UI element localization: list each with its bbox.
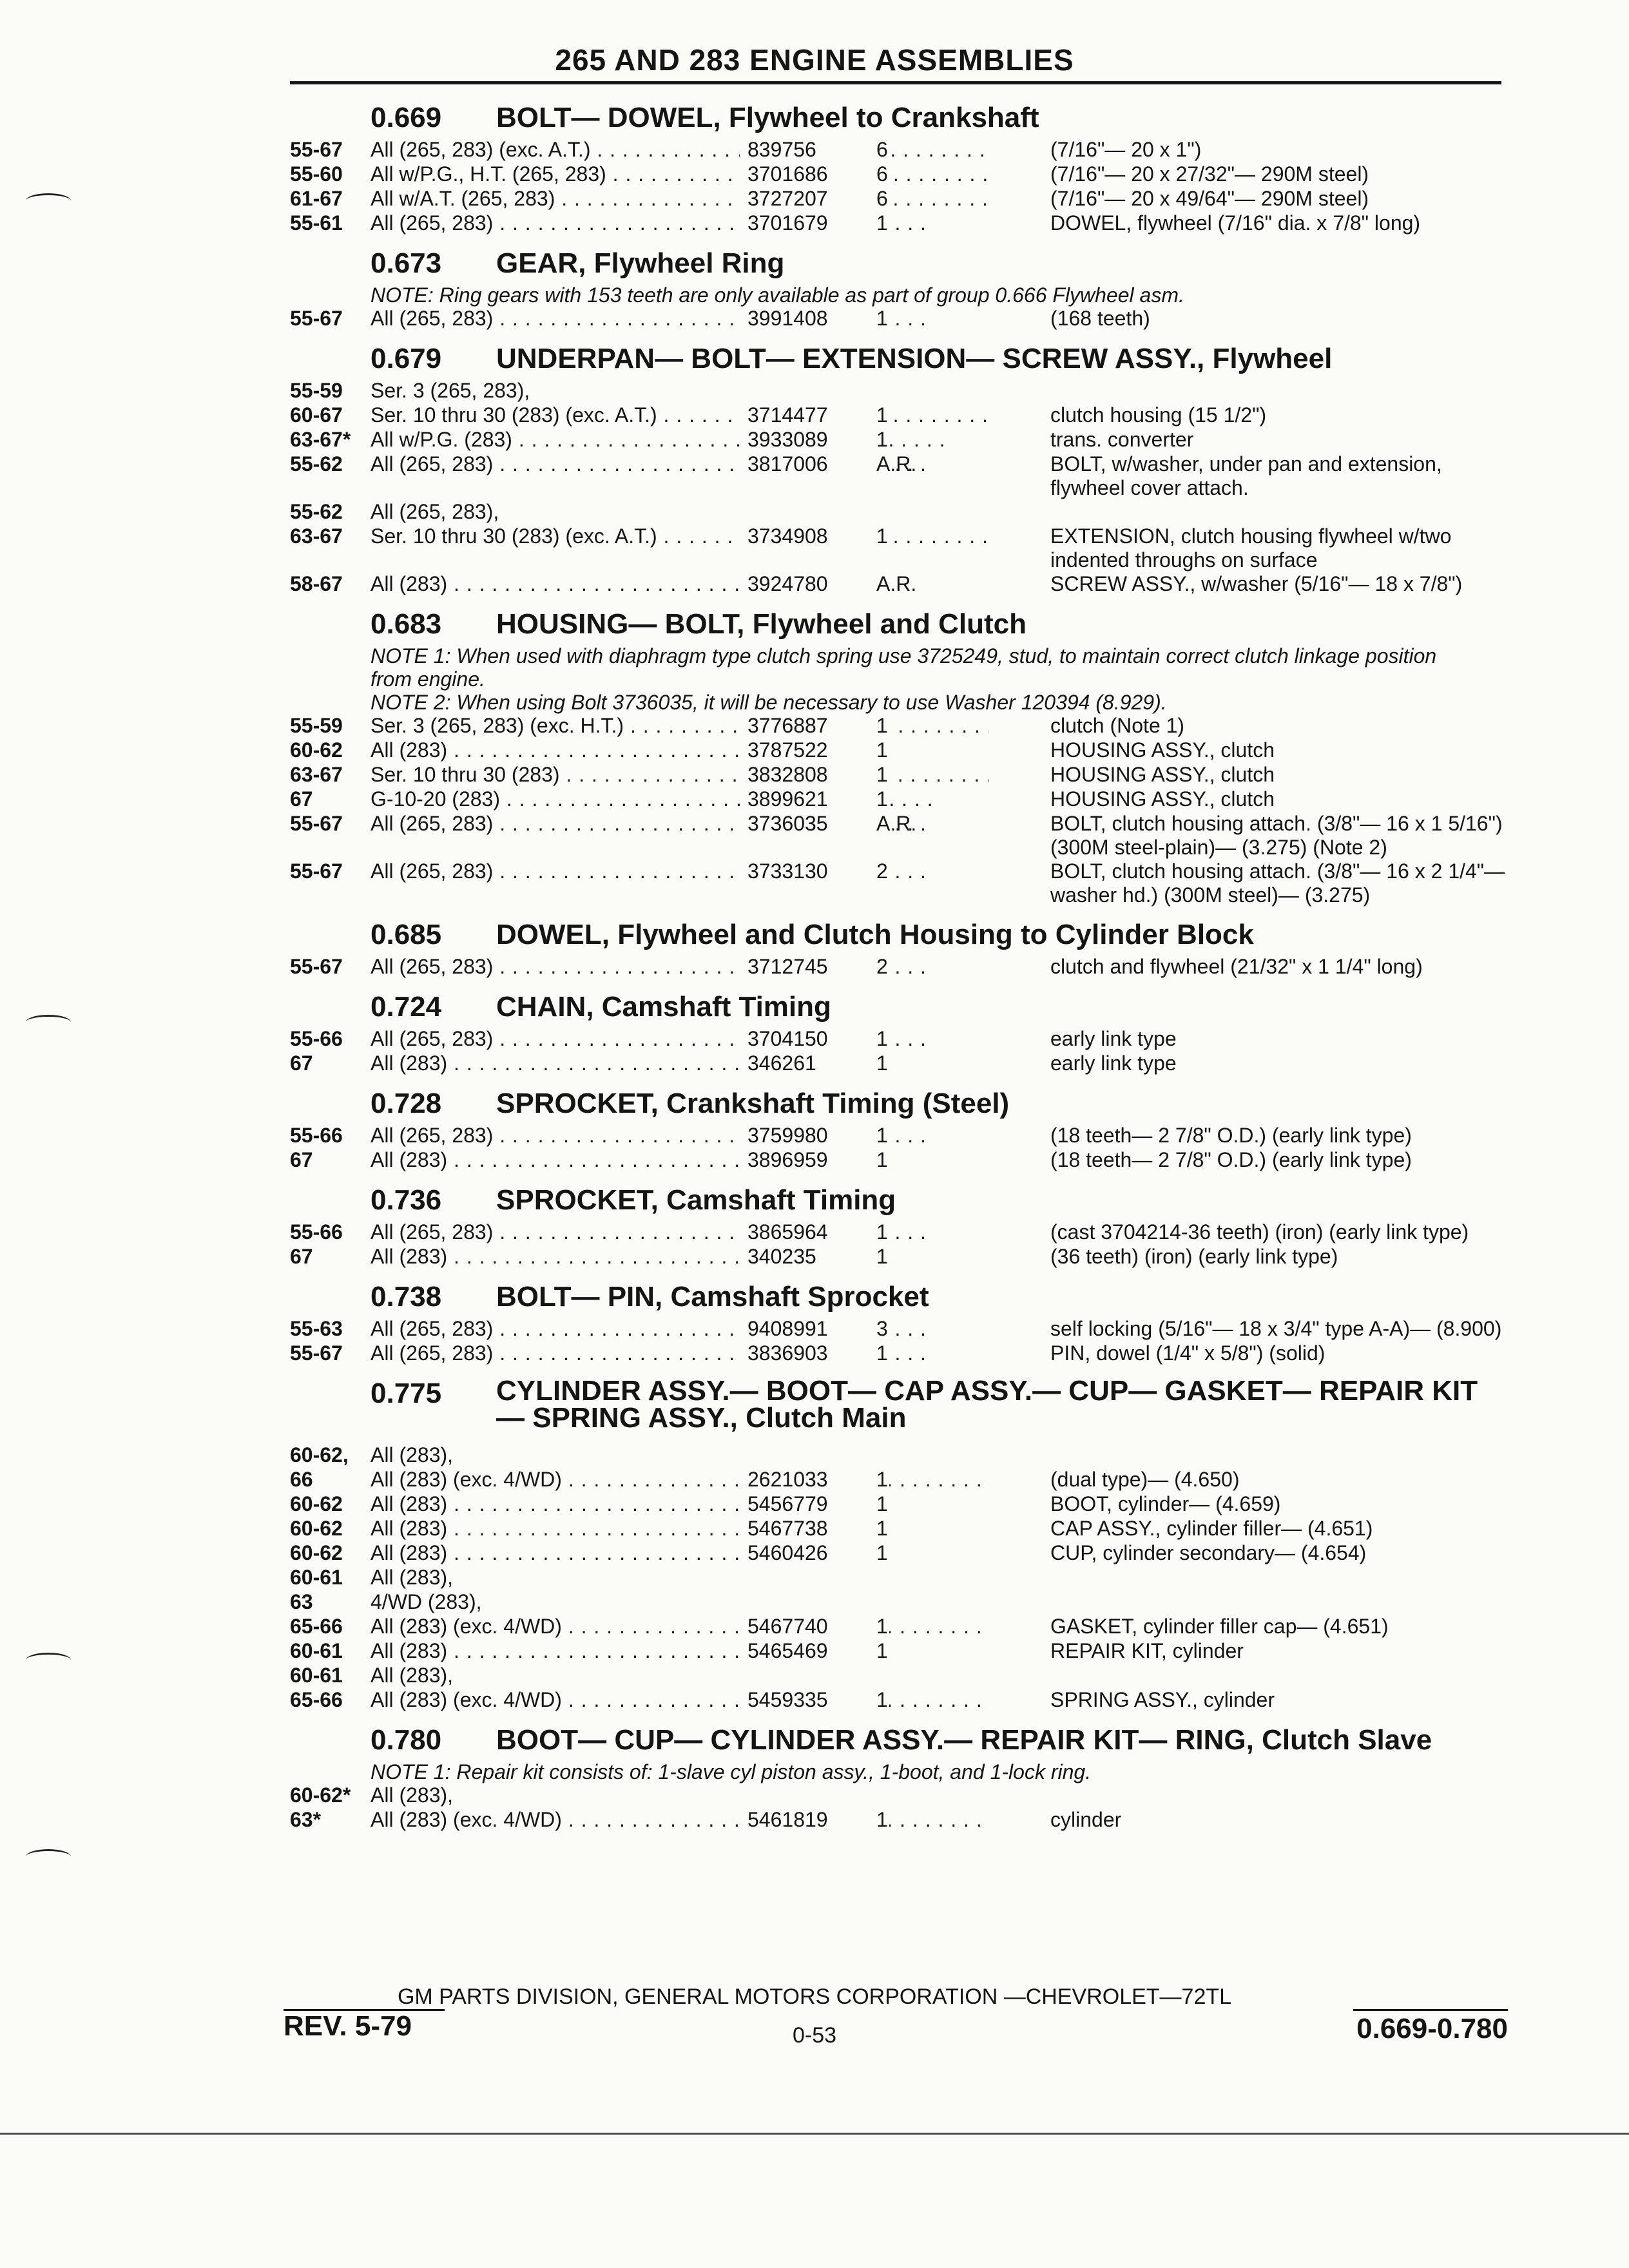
part-row — [271, 1148, 1508, 1173]
part-number: 3865964 — [740, 1220, 889, 1244]
part-row — [271, 1590, 1508, 1615]
group-name: BOOT— CUP— CYLINDER ASSY.— REPAIR KIT— RING, Clutch Slave — [496, 1724, 1432, 1756]
model-years: 67 — [290, 787, 313, 811]
part-number: 5456779 — [740, 1492, 889, 1516]
quantity: 1 — [876, 1027, 888, 1050]
model-years: 55-60 — [290, 162, 343, 186]
application: All (265, 283) . . . — [371, 1317, 989, 1341]
model-years: 60-67 — [290, 403, 343, 427]
application: Ser. 3 (265, 283) (exc. H.T.) . . . — [371, 714, 989, 738]
model-years: 55-67 — [290, 860, 343, 883]
application: All (265, 283) . . . — [371, 1124, 989, 1148]
group-name: SPROCKET, Camshaft Timing — [496, 1184, 896, 1216]
part-number: 3817006 — [740, 452, 889, 476]
application: All (265, 283) . . . — [371, 307, 989, 331]
part-number: 3899621 — [740, 787, 889, 811]
group-number: 0.673 — [371, 247, 442, 279]
part-description — [1050, 1566, 1508, 1590]
quantity: 3 — [876, 1317, 888, 1340]
quantity: 1 — [876, 1541, 888, 1564]
part-number: 3736035 — [740, 812, 889, 836]
model-years: 67 — [290, 1052, 313, 1075]
quantity: 1 — [876, 307, 888, 330]
model-years: 65-66 — [290, 1615, 343, 1638]
part-row — [271, 1124, 1508, 1148]
group-number: 0.738 — [371, 1281, 442, 1312]
part-number: 5465469 — [740, 1639, 889, 1663]
quantity: 2 — [876, 860, 888, 883]
parts-group — [271, 1081, 1508, 1173]
part-number: 5467738 — [740, 1517, 889, 1541]
part-description: BOLT, w/washer, under pan and extension, flywheel cover attach. — [1050, 452, 1442, 499]
part-description — [1050, 1783, 1508, 1807]
application: All (265, 283) . . . — [371, 1220, 989, 1244]
application: All (283) . . . — [371, 738, 989, 762]
part-row — [271, 955, 1508, 979]
part-description: (18 teeth— 2 7/8" O.D.) (early link type) — [1050, 1124, 1412, 1147]
application: Ser. 10 thru 30 (283) (exc. A.T.) . . . — [371, 403, 989, 427]
parts-group — [271, 1274, 1508, 1366]
part-number: 3714477 — [740, 403, 889, 427]
part-description: BOLT, clutch housing attach. (3/8"— 16 x 1 5/16") (300M steel-plain)— (3.275) (Note 2) — [1050, 812, 1503, 859]
quantity: 1 — [876, 738, 888, 762]
part-number: 3787522 — [740, 738, 889, 762]
parts-group — [271, 602, 1508, 907]
part-number: 5461819 — [740, 1808, 889, 1832]
part-row — [271, 1492, 1508, 1517]
part-description: SCREW ASSY., w/washer (5/16"— 18 x 7/8") — [1050, 572, 1463, 595]
part-row — [271, 572, 1508, 597]
part-row — [271, 162, 1508, 187]
application: All (283) (exc. 4/WD) . . . — [371, 1615, 989, 1639]
part-description: (7/16"— 20 x 27/32"— 290M steel) — [1050, 162, 1369, 186]
group-heading — [271, 1081, 1508, 1124]
part-row — [271, 1566, 1508, 1590]
part-row — [271, 1443, 1508, 1468]
quantity: 1 — [876, 1148, 888, 1171]
part-row — [271, 1341, 1508, 1366]
model-years: 55-62 — [290, 500, 343, 523]
part-description: (7/16"— 20 x 49/64"— 290M steel) — [1050, 187, 1369, 210]
part-description — [1050, 500, 1508, 524]
group-number: 0.683 — [371, 608, 442, 640]
group-heading — [271, 1274, 1508, 1317]
part-row — [271, 428, 1508, 452]
application: All (265, 283) (exc. A.T.) . . . — [371, 138, 989, 162]
group-name: GEAR, Flywheel Ring — [496, 247, 785, 279]
model-years: 61-67 — [290, 187, 343, 210]
part-number: 3836903 — [740, 1341, 889, 1365]
part-description: HOUSING ASSY., clutch — [1050, 787, 1275, 811]
scan-edge-line — [0, 2133, 1629, 2135]
part-description: (36 teeth) (iron) (early link type) — [1050, 1245, 1338, 1268]
application: All (265, 283) . . . — [371, 955, 989, 979]
quantity: 1 — [876, 1052, 888, 1075]
application: 4/WD (283), — [371, 1590, 482, 1613]
group-name: BOLT— DOWEL, Flywheel to Crankshaft — [496, 102, 1039, 133]
group-note: NOTE 2: When using Bolt 3736035, it will be necessary to use Washer 120394 (8.929). — [371, 691, 1167, 714]
part-row — [271, 1639, 1508, 1664]
model-years: 63-67* — [290, 428, 351, 451]
application: All (283) (exc. 4/WD) . . . — [371, 1468, 989, 1492]
model-years: 60-62 — [290, 1517, 343, 1540]
group-name: UNDERPAN— BOLT— EXTENSION— SCREW ASSY., Flywheel — [496, 343, 1333, 374]
group-heading — [271, 912, 1508, 955]
application: All (265, 283) . . . — [371, 860, 989, 883]
application: All (265, 283), — [371, 500, 499, 523]
part-description: HOUSING ASSY., clutch — [1050, 763, 1275, 786]
part-description: REPAIR KIT, cylinder — [1050, 1639, 1244, 1662]
part-row — [271, 1027, 1508, 1052]
part-description: BOOT, cylinder— (4.659) — [1050, 1492, 1281, 1515]
quantity: 1 — [876, 1517, 888, 1540]
group-heading — [271, 1178, 1508, 1220]
model-years: 55-67 — [290, 812, 343, 835]
quantity: 1 — [876, 1468, 888, 1491]
page-title: 265 AND 283 ENGINE ASSEMBLIES — [555, 43, 1074, 77]
parts-group — [271, 95, 1508, 236]
scan-margin-mark — [26, 1015, 71, 1030]
application: All (283) . . . — [371, 1492, 989, 1516]
quantity: 1 — [876, 1220, 888, 1244]
model-years: 55-66 — [290, 1027, 343, 1050]
part-description: early link type — [1050, 1027, 1177, 1050]
model-years: 55-67 — [290, 138, 343, 161]
part-description: HOUSING ASSY., clutch — [1050, 738, 1275, 762]
revision-date: REV. 5-79 — [284, 2010, 412, 2042]
model-years: 67 — [290, 1148, 313, 1171]
application: All w/A.T. (265, 283) . . . — [371, 187, 989, 211]
quantity: 1 — [876, 211, 888, 235]
model-years: 60-61 — [290, 1639, 343, 1662]
model-years: 60-62 — [290, 1492, 343, 1515]
part-number: 346261 — [740, 1052, 889, 1075]
part-description: DOWEL, flywheel (7/16" dia. x 7/8" long) — [1050, 211, 1421, 235]
application: All (283) (exc. 4/WD) . . . — [371, 1808, 989, 1832]
application: All (283) . . . — [371, 572, 989, 596]
part-number: 3832808 — [740, 763, 889, 787]
application: Ser. 10 thru 30 (283) (exc. A.T.) . . . — [371, 524, 989, 548]
group-heading — [271, 95, 1508, 138]
model-years: 55-59 — [290, 379, 343, 402]
part-description — [1050, 1590, 1508, 1614]
scan-margin-mark — [26, 1849, 71, 1864]
model-years: 67 — [290, 1245, 313, 1268]
group-number: 0.724 — [371, 991, 442, 1023]
part-row — [271, 1317, 1508, 1341]
model-years: 63 — [290, 1590, 313, 1613]
application: All (265, 283) . . . — [371, 812, 989, 836]
model-years: 58-67 — [290, 572, 343, 595]
model-years: 65-66 — [290, 1688, 343, 1711]
application: All (283) . . . — [371, 1517, 989, 1541]
group-heading — [271, 1371, 1508, 1443]
group-heading — [271, 241, 1508, 284]
part-row — [271, 1664, 1508, 1688]
model-years: 63-67 — [290, 524, 343, 548]
application: All (283), — [371, 1664, 454, 1687]
quantity: 1 — [876, 1615, 888, 1638]
quantity: 1 — [876, 1639, 888, 1662]
parts-group — [271, 336, 1508, 597]
part-number: 3701686 — [740, 162, 889, 186]
group-name: DOWEL, Flywheel and Clutch Housing to Cylinder Block — [496, 919, 1254, 950]
parts-group — [271, 241, 1508, 331]
parts-group — [271, 1178, 1508, 1269]
application: All (283) . . . — [371, 1052, 989, 1075]
part-row — [271, 138, 1508, 162]
part-number: 5459335 — [740, 1688, 889, 1712]
part-row — [271, 452, 1508, 500]
model-years: 55-63 — [290, 1317, 343, 1340]
quantity: 1 — [876, 1492, 888, 1515]
part-description: PIN, dowel (1/4" x 5/8") (solid) — [1050, 1341, 1325, 1365]
part-description: CAP ASSY., cylinder filler— (4.651) — [1050, 1517, 1373, 1540]
quantity: 1 — [876, 403, 888, 427]
part-description: cylinder — [1050, 1808, 1122, 1831]
application: All (283) . . . — [371, 1541, 989, 1565]
part-row — [271, 1220, 1508, 1245]
part-row — [271, 787, 1508, 812]
group-number: 0.728 — [371, 1088, 442, 1119]
model-years: 55-67 — [290, 955, 343, 978]
group-number: 0.669 — [371, 102, 442, 133]
part-number: 2621033 — [740, 1468, 889, 1492]
model-years: 55-61 — [290, 211, 343, 235]
part-number: 3727207 — [740, 187, 889, 211]
part-row — [271, 403, 1508, 428]
application: All (265, 283) . . . — [371, 1341, 989, 1365]
part-row — [271, 860, 1508, 907]
group-number: 0.736 — [371, 1184, 442, 1216]
group-note: NOTE 1: Repair kit consists of: 1-slave cyl piston assy., 1-boot, and 1-lock ring. — [371, 1760, 1092, 1783]
application: All (283), — [371, 1783, 454, 1807]
part-number: 3734908 — [740, 524, 889, 548]
quantity: 2 — [876, 955, 888, 978]
quantity: 6 — [876, 162, 888, 186]
part-row — [271, 524, 1508, 572]
part-row — [271, 187, 1508, 211]
group-heading — [271, 336, 1508, 379]
application: Ser. 3 (265, 283), — [371, 379, 530, 402]
part-row — [271, 738, 1508, 763]
quantity: 1 — [876, 1245, 888, 1268]
part-number: 340235 — [740, 1245, 889, 1269]
part-number: 3991408 — [740, 307, 889, 331]
part-number: 3759980 — [740, 1124, 889, 1148]
group-name: CHAIN, Camshaft Timing — [496, 991, 831, 1023]
model-years: 55-59 — [290, 714, 343, 737]
quantity: 6 — [876, 187, 888, 210]
model-years: 55-66 — [290, 1124, 343, 1147]
model-years: 60-62, — [290, 1443, 349, 1466]
part-description: EXTENSION, clutch housing flywheel w/two indented throughs on surface — [1050, 524, 1452, 572]
model-years: 60-62 — [290, 1541, 343, 1564]
part-description: clutch (Note 1) — [1050, 714, 1185, 737]
parts-group — [271, 1371, 1508, 1713]
part-row — [271, 500, 1508, 524]
part-description: CUP, cylinder secondary— (4.654) — [1050, 1541, 1367, 1564]
part-number: 3933089 — [740, 428, 889, 452]
quantity: A.R. — [876, 572, 917, 595]
part-description: (cast 3704214-36 teeth) (iron) (early link type) — [1050, 1220, 1469, 1244]
part-row — [271, 1517, 1508, 1541]
application: All (265, 283) . . . — [371, 1027, 989, 1051]
group-heading — [271, 602, 1508, 644]
part-row — [271, 1615, 1508, 1639]
part-description: BOLT, clutch housing attach. (3/8"— 16 x 2 1/4"— washer hd.) (300M steel)— (3.275) — [1050, 860, 1505, 907]
title-rule — [290, 81, 1501, 84]
group-heading — [271, 985, 1508, 1027]
quantity: 1 — [876, 714, 888, 737]
group-name: SPROCKET, Crankshaft Timing (Steel) — [496, 1088, 1010, 1119]
group-number: 0.775 — [371, 1378, 442, 1409]
part-description: (dual type)— (4.650) — [1050, 1468, 1240, 1491]
part-row — [271, 1688, 1508, 1713]
application: Ser. 10 thru 30 (283) . . . — [371, 763, 989, 787]
application: All (283) . . . — [371, 1148, 989, 1172]
part-row — [271, 1808, 1508, 1832]
part-row — [271, 211, 1508, 236]
part-description: (7/16"— 20 x 1") — [1050, 138, 1202, 161]
part-number: 839756 — [740, 138, 889, 162]
part-number: 3704150 — [740, 1027, 889, 1051]
parts-group — [271, 985, 1508, 1076]
part-row — [271, 1052, 1508, 1076]
group-note: NOTE: Ring gears with 153 teeth are only available as part of group 0.666 Flywheel asm. — [371, 284, 1184, 307]
group-number: 0.685 — [371, 919, 442, 950]
quantity: 1 — [876, 1124, 888, 1147]
part-description: clutch housing (15 1/2") — [1050, 403, 1267, 427]
part-description: trans. converter — [1050, 428, 1194, 451]
group-name: HOUSING— BOLT, Flywheel and Clutch — [496, 608, 1027, 640]
model-years: 55-66 — [290, 1220, 343, 1244]
application: G-10-20 (283) . . . — [371, 787, 989, 811]
model-years: 60-61 — [290, 1664, 343, 1687]
model-years: 55-67 — [290, 307, 343, 330]
page-number: 0-53 — [792, 2023, 837, 2048]
quantity: 1 — [876, 763, 888, 786]
part-description: self locking (5/16"— 18 x 3/4" type A-A)— (8.900) — [1050, 1317, 1502, 1340]
parts-list — [271, 90, 1508, 1832]
model-years: 63* — [290, 1808, 322, 1831]
application: All (283), — [371, 1566, 454, 1589]
group-name: CYLINDER ASSY.— BOOT— CAP ASSY.— CUP— GASKET— REPAIR KIT— SPRING ASSY., Clutch Main — [496, 1375, 1478, 1434]
quantity: 6 — [876, 138, 888, 161]
part-description: SPRING ASSY., cylinder — [1050, 1688, 1275, 1711]
application: All (283) . . . — [371, 1245, 989, 1269]
part-row — [271, 307, 1508, 331]
part-number: 3733130 — [740, 860, 889, 883]
part-number: 3712745 — [740, 955, 889, 979]
model-years: 55-67 — [290, 1341, 343, 1365]
part-description — [1050, 1664, 1508, 1687]
part-number: 9408991 — [740, 1317, 889, 1341]
application: All w/P.G., H.T. (265, 283) . . . — [371, 162, 989, 186]
part-number: 5460426 — [740, 1541, 889, 1565]
group-number: 0.679 — [371, 343, 442, 374]
model-years: 60-62 — [290, 738, 343, 762]
application: All w/P.G. (283) . . . — [371, 428, 989, 452]
model-years: 66 — [290, 1468, 313, 1491]
part-row — [271, 763, 1508, 787]
group-name: BOLT— PIN, Camshaft Sprocket — [496, 1281, 929, 1312]
quantity: 1 — [876, 1688, 888, 1711]
part-description: GASKET, cylinder filler cap— (4.651) — [1050, 1615, 1389, 1638]
quantity: 1 — [876, 787, 888, 811]
group-note: NOTE 1: When used with diaphragm type clutch spring use 3725249, stud, to maintain correct clutch linkage position from engine. — [371, 644, 1437, 691]
parts-group — [271, 912, 1508, 979]
scan-margin-mark — [26, 1653, 71, 1667]
model-years: 63-67 — [290, 763, 343, 786]
parts-group — [271, 1718, 1508, 1832]
part-row — [271, 1245, 1508, 1269]
part-description: early link type — [1050, 1052, 1177, 1075]
application: All (283), — [371, 1443, 454, 1466]
quantity: A.R. — [876, 452, 917, 476]
quantity: A.R. — [876, 812, 917, 835]
application: All (283) (exc. 4/WD) . . . — [371, 1688, 989, 1712]
part-description: (18 teeth— 2 7/8" O.D.) (early link type) — [1050, 1148, 1412, 1171]
application: All (265, 283) . . . — [371, 452, 989, 476]
quantity: 1 — [876, 1341, 888, 1365]
part-number: 3924780 — [740, 572, 889, 596]
part-row — [271, 1541, 1508, 1566]
group-heading — [271, 1718, 1508, 1760]
part-number: 3896959 — [740, 1148, 889, 1172]
part-number: 3701679 — [740, 211, 889, 235]
part-number: 5467740 — [740, 1615, 889, 1639]
scan-margin-mark — [26, 193, 71, 208]
part-row — [271, 379, 1508, 403]
part-row — [271, 812, 1508, 860]
part-row — [271, 714, 1508, 738]
part-description — [1050, 1443, 1508, 1467]
model-years: 55-62 — [290, 452, 343, 476]
part-number: 3776887 — [740, 714, 889, 738]
part-description — [1050, 379, 1508, 403]
part-description: (168 teeth) — [1050, 307, 1150, 330]
application: All (283) . . . — [371, 1639, 989, 1663]
group-range: 0.669-0.780 — [1356, 2013, 1508, 2044]
quantity: 1 — [876, 428, 888, 451]
footer-corporation: GM PARTS DIVISION, GENERAL MOTORS CORPORATION —CHEVROLET—72TL — [397, 1984, 1232, 2009]
quantity: 1 — [876, 1808, 888, 1831]
part-description: clutch and flywheel (21/32" x 1 1/4" long) — [1050, 955, 1423, 978]
application: All (265, 283) . . . — [371, 211, 989, 235]
quantity: 1 — [876, 524, 888, 548]
part-row — [271, 1468, 1508, 1492]
group-number: 0.780 — [371, 1724, 442, 1756]
part-row — [271, 1783, 1508, 1808]
model-years: 60-61 — [290, 1566, 343, 1589]
model-years: 60-62* — [290, 1783, 351, 1807]
